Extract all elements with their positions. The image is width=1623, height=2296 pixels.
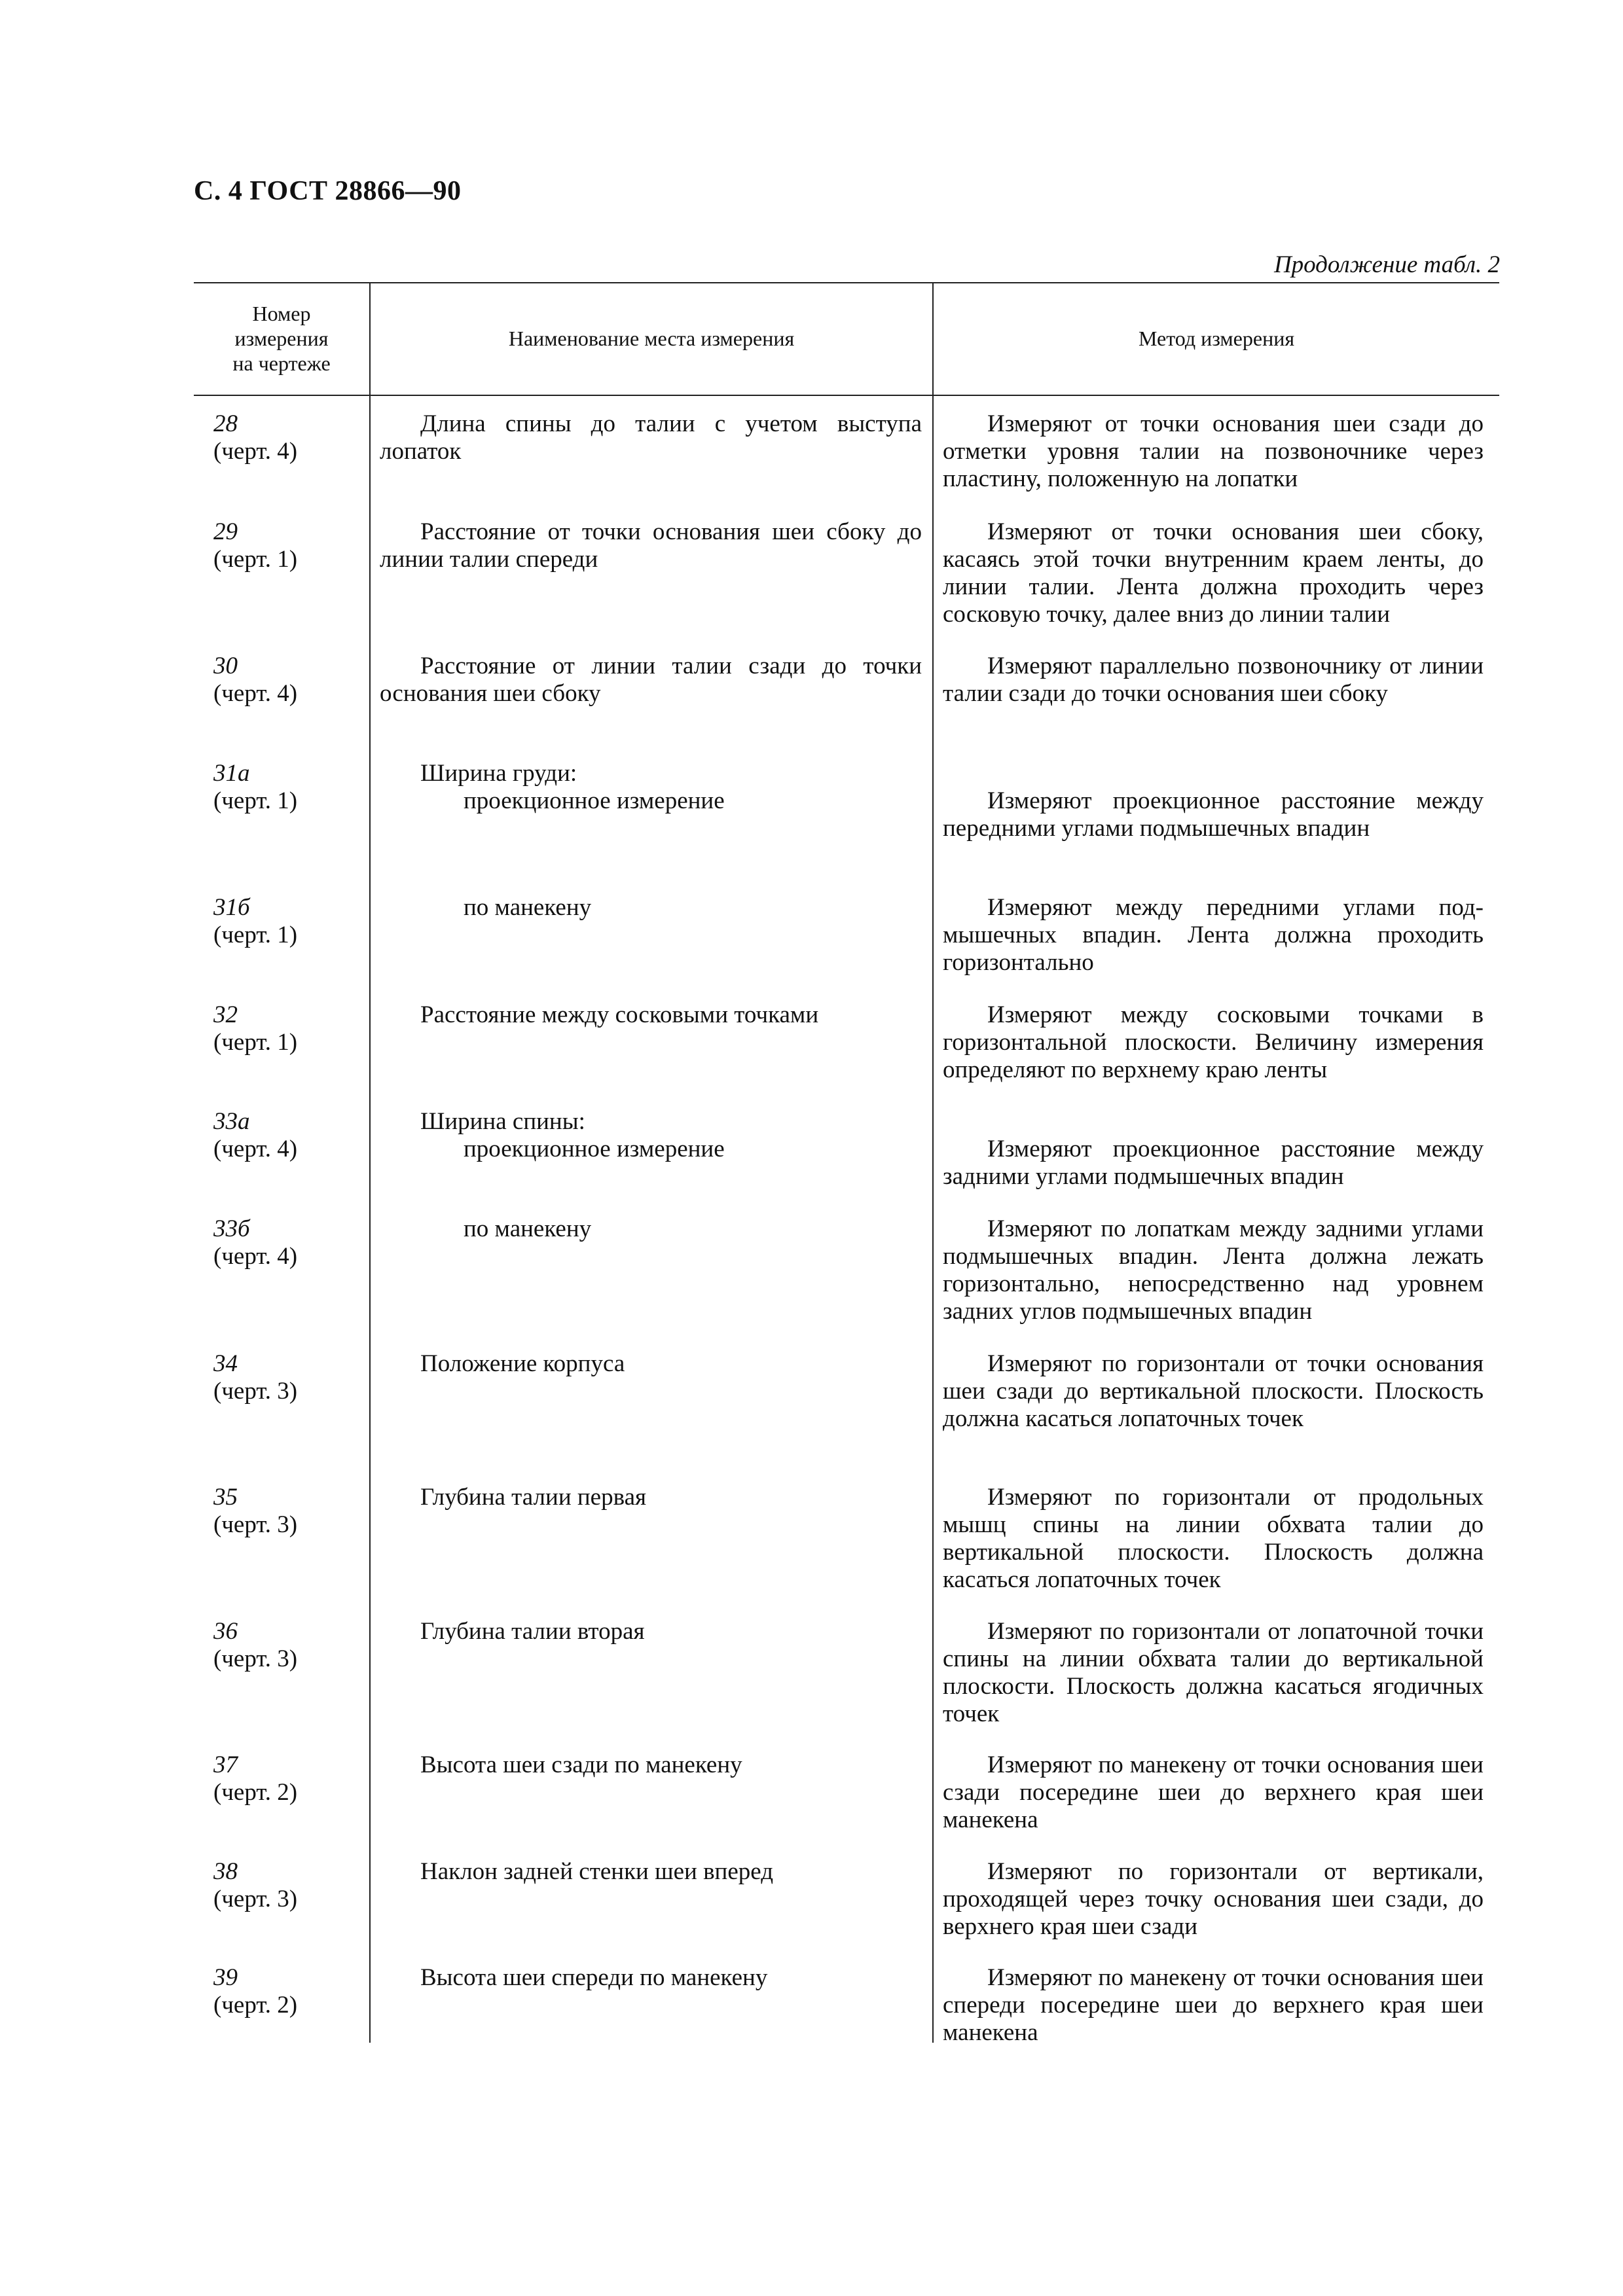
measurement-method: Измеряют между передними углами подмышечных впадин. Лента должна проходить горизонтально (943, 894, 1484, 976)
measurement-method: Измеряют проекционное расстояние между задними углами подмышечных впадин (943, 1136, 1484, 1190)
drawing-reference: (черт. 2) (213, 1992, 298, 2018)
measurement-number-cell (213, 1350, 364, 1405)
drawing-reference: (черт. 3) (213, 1378, 298, 1405)
column-header-line: на чертеже (232, 351, 331, 375)
drawing-reference: (черт. 1) (213, 546, 298, 573)
column-divider (932, 282, 934, 2043)
table-continuation-label: Продолжение табл. 2 (1273, 251, 1500, 278)
measurement-name (380, 1108, 922, 1163)
measurement-subname: проекционное измерение (464, 787, 725, 814)
measurement-number: 30 (213, 653, 238, 679)
drawing-reference: (черт. 3) (213, 1511, 298, 1538)
measurement-group-title: Ширина спины: (420, 1108, 585, 1135)
drawing-reference: (черт. 4) (213, 680, 298, 707)
column-header-line: Метод измерения (1138, 327, 1295, 350)
measurement-number-cell (213, 1858, 364, 1913)
measurement-name: Расстояние между сосковыми точками (420, 1001, 819, 1028)
measurement-number: 28 (213, 410, 238, 437)
column-header-number (194, 282, 369, 395)
measurement-number-cell (213, 894, 364, 949)
drawing-reference: (черт. 2) (213, 1779, 298, 1806)
measurement-method: Измеряют по манекену от точки основания шеи сзади посередине шеи до верхнего края шеи манекена (943, 1751, 1484, 1833)
measurement-method: Измеряют по горизонтали от точки основания шеи сзади до вертикальной плоскости. Плоскость должна касаться лопаточных точек (943, 1350, 1484, 1432)
measurement-number-cell (213, 1215, 364, 1270)
measurement-name: Положение корпуса (420, 1350, 625, 1377)
column-divider (369, 282, 371, 2043)
table-header-rule (194, 395, 1499, 396)
measurement-method: Измеряют между сосковыми точками в горизонтальной плоскости. Величину измерения определяют по верхнему краю ленты (943, 1001, 1484, 1083)
measurement-name (380, 894, 922, 922)
measurement-number: 36 (213, 1618, 238, 1645)
measurement-subname: по манекену (464, 1215, 592, 1242)
measurement-number: 33а (213, 1108, 250, 1135)
measurement-method: Измеряют параллельно позвоночнику от линии талии сзади до точки основания шеи сбоку (943, 653, 1484, 707)
measurement-number-cell (213, 1751, 364, 1806)
measurement-name: Расстояние от линии талии сзади до точки основания шеи сбоку (380, 653, 922, 707)
measurement-name: Высота шеи спереди по манекену (420, 1964, 768, 1991)
measurement-group-title: Ширина груди: (420, 760, 577, 787)
column-header-method (934, 282, 1499, 395)
measurement-method: Измеряют от точки основания шеи сзади до отметки уровня талии на позвоночнике через пластину, положенную на лопатки (943, 410, 1484, 492)
measurement-name: Расстояние от точки основания шеи сбоку до линии талии спереди (380, 518, 922, 573)
page-header: С. 4 ГОСТ 28866—90 (194, 176, 462, 206)
measurement-method: Измеряют по горизонтали от лопаточной точки спины на линии обхвата талии до вертикальной плоскости. Плоскость должна касаться ягодичных точек (943, 1618, 1484, 1727)
measurement-name: Высота шеи сзади по манекену (420, 1751, 742, 1778)
drawing-reference: (черт. 1) (213, 922, 298, 948)
drawing-reference: (черт. 3) (213, 1886, 298, 1912)
measurement-number: 31а (213, 760, 250, 787)
measurement-name: Длина спины до талии с учетом выступа лопаток (380, 410, 922, 465)
measurement-number: 38 (213, 1858, 238, 1885)
measurement-number-cell (213, 653, 364, 708)
measurement-name: Глубина талии первая (420, 1484, 647, 1511)
drawing-reference: (черт. 3) (213, 1645, 298, 1672)
measurement-number-cell (213, 1484, 364, 1539)
measurement-number: 39 (213, 1964, 238, 1991)
measurement-method: Измеряют по горизонтали от продольных мышц спины на линии обхвата талии до вертикальной плоскости. Плоскость должна касаться лопаточных точек (943, 1484, 1484, 1593)
drawing-reference: (черт. 4) (213, 1243, 298, 1270)
measurement-number-cell (213, 1964, 364, 2019)
drawing-reference: (черт. 1) (213, 1029, 298, 1056)
drawing-reference: (черт. 4) (213, 438, 298, 465)
drawing-reference: (черт. 4) (213, 1136, 298, 1162)
column-header-line: измерения (234, 327, 329, 350)
measurement-number-cell (213, 1001, 364, 1056)
measurement-number-cell (213, 1618, 364, 1673)
measurement-method: Измеряют от точки основания шеи сбоку, касаясь этой точки внутренним краем ленты, до линии талии. Лента должна проходить через сосковую точку, далее вниз до линии талии (943, 518, 1484, 628)
measurement-number-cell (213, 1108, 364, 1163)
measurement-name (380, 1215, 922, 1243)
measurement-method: Измеряют проекционное расстояние между передними углами подмышечных впадин (943, 787, 1484, 842)
measurement-name: Глубина талии вторая (420, 1618, 645, 1645)
measurement-name: Наклон задней стенки шеи вперед (420, 1858, 774, 1885)
measurement-table (194, 282, 1499, 2046)
measurement-number: 35 (213, 1484, 238, 1511)
measurement-number: 37 (213, 1751, 238, 1778)
measurement-number: 34 (213, 1350, 238, 1377)
measurement-method: Измеряют по манекену от точки основания шеи спереди посередине шеи до верхнего края шеи манекена (943, 1964, 1484, 2046)
measurement-number: 29 (213, 518, 238, 545)
column-header-line: Номер (252, 302, 311, 325)
measurement-number: 31б (213, 894, 250, 921)
measurement-number-cell (213, 410, 364, 465)
measurement-subname: по манекену (464, 894, 592, 921)
measurement-number: 32 (213, 1001, 238, 1028)
measurement-number: 33б (213, 1215, 250, 1242)
measurement-method: Измеряют по лопаткам между задними углами подмышечных впадин. Лента должна лежать горизонтально, непосредственно над уровнем задних углов подмышечных впадин (943, 1215, 1484, 1325)
measurement-number-cell (213, 760, 364, 815)
measurement-number-cell (213, 518, 364, 573)
drawing-reference: (черт. 1) (213, 787, 298, 814)
measurement-method: Измеряют по горизонтали от вертикали, проходящей через точку основания шеи сзади, до верхнего края шеи сзади (943, 1858, 1484, 1940)
measurement-name (380, 760, 922, 815)
column-header-name (371, 282, 932, 395)
column-header-line: Наименование места измерения (508, 327, 795, 350)
measurement-subname: проекционное измерение (464, 1136, 725, 1162)
